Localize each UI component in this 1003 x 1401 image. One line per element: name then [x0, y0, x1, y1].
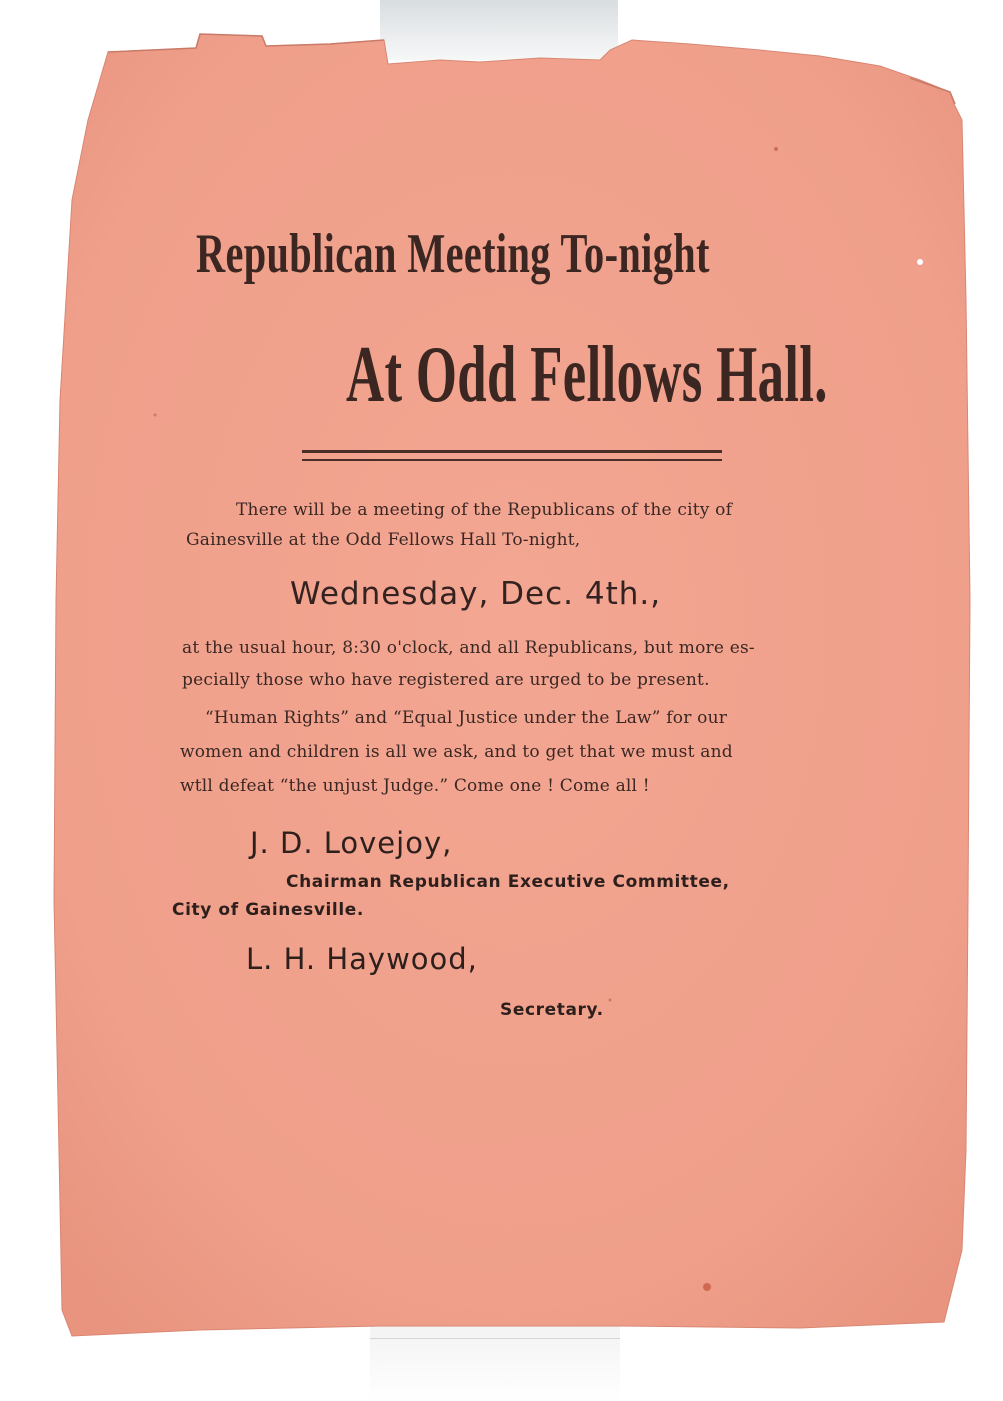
divider-rule-thick — [302, 450, 722, 453]
paper-speck — [154, 414, 157, 417]
body-paragraph-3-line-3: wtll defeat “the unjust Judge.” Come one ! Come all ! — [180, 776, 650, 796]
body-paragraph-1-line-2: Gainesville at the Odd Fellows Hall To-night, — [186, 530, 581, 550]
secretary-name: L. H. Haywood, — [246, 942, 478, 976]
body-paragraph-2-line-2: pecially those who have registered are urged to be present. — [182, 670, 710, 690]
paper-speck — [609, 999, 612, 1002]
paper-speck — [703, 1283, 711, 1291]
body-paragraph-3-line-1: “Human Rights” and “Equal Justice under the Law” for our — [205, 708, 728, 728]
paper-speck — [917, 259, 923, 265]
headline-meeting: Republican Meeting To-night — [196, 223, 710, 285]
chairman-name: J. D. Lovejoy, — [250, 826, 453, 860]
headline-location: At Odd Fellows Hall. — [346, 331, 828, 419]
chairman-title: Chairman Republican Executive Committee, — [286, 872, 730, 892]
body-paragraph-3-line-2: women and children is all we ask, and to get that we must and — [180, 742, 733, 762]
paper-speck — [774, 147, 778, 151]
secretary-title: Secretary. — [500, 1000, 604, 1020]
body-paragraph-1-line-1: There will be a meeting of the Republicans of the city of — [236, 500, 733, 520]
chairman-city: City of Gainesville. — [172, 900, 364, 920]
body-paragraph-2-line-1: at the usual hour, 8:30 o'clock, and all Republicans, but more es- — [182, 638, 755, 658]
divider-rule-thin — [302, 459, 722, 461]
meeting-date: Wednesday, Dec. 4th., — [290, 576, 662, 612]
